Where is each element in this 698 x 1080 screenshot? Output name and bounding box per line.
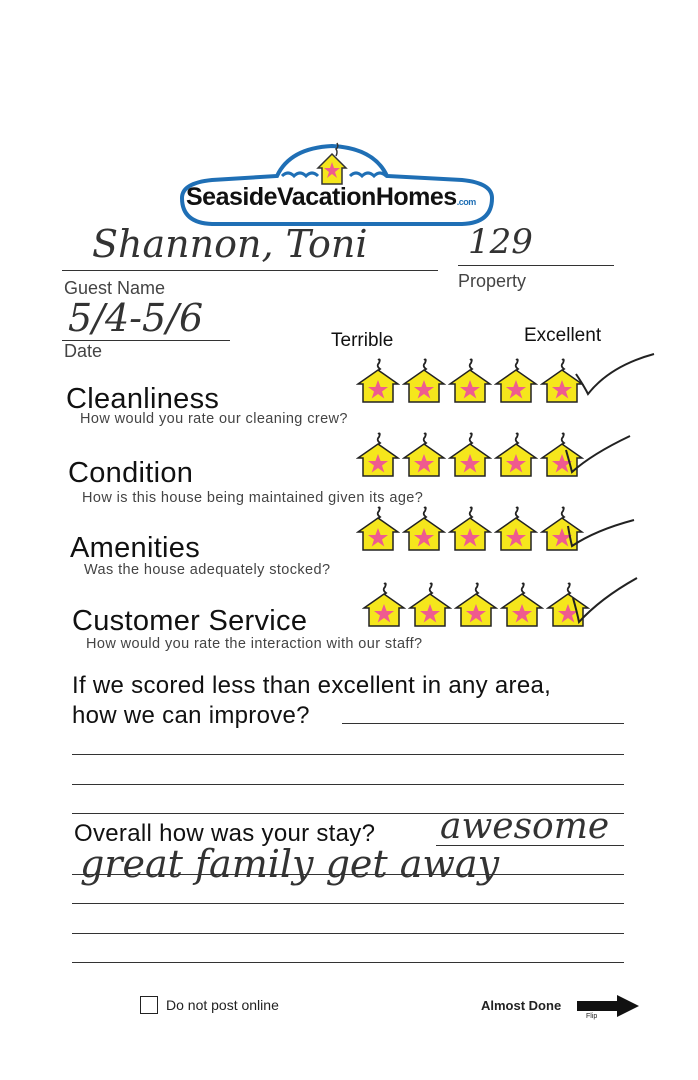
property-line	[458, 265, 614, 266]
logo	[172, 128, 502, 228]
overall-answer-line[interactable]	[72, 903, 624, 904]
house-star-icon[interactable]	[356, 506, 400, 557]
guest-name-value: Shannon, Toni	[92, 222, 368, 266]
property-value: 129	[468, 222, 533, 262]
rating-title: Customer Service	[72, 605, 308, 637]
almost-done-label: Almost Done	[481, 998, 562, 1013]
checkmark-icon	[565, 574, 645, 634]
house-star-icon[interactable]	[408, 582, 452, 633]
checkmark-icon	[560, 508, 640, 558]
rating-subtitle: Was the house adequately stocked?	[84, 562, 331, 578]
house-star-icon[interactable]	[402, 432, 446, 483]
property-label: Property	[458, 271, 527, 291]
date-label: Date	[64, 341, 103, 361]
house-star-icon[interactable]	[402, 506, 446, 557]
rating-title: Amenities	[70, 532, 201, 564]
rating-title: Condition	[68, 457, 194, 489]
improve-question-line2: how we can improve?	[72, 702, 310, 729]
star-rating[interactable]	[356, 506, 584, 557]
improve-question-line1: If we scored less than excellent in any area,	[72, 672, 552, 699]
logo-brand-text: SeasideVacationHomes	[186, 183, 457, 211]
checkmark-icon	[558, 428, 638, 484]
star-rating[interactable]	[362, 582, 590, 633]
star-rating[interactable]	[356, 432, 584, 483]
logo-suffix: .com	[456, 197, 476, 207]
rating-title: Cleanliness	[66, 383, 220, 415]
house-star-icon[interactable]	[494, 432, 538, 483]
house-star-icon[interactable]	[494, 358, 538, 409]
checkmark-icon	[570, 346, 660, 406]
rating-subtitle: How would you rate the interaction with our staff?	[86, 636, 423, 652]
house-star-icon[interactable]	[454, 582, 498, 633]
house-star-icon[interactable]	[356, 432, 400, 483]
guest-name-label: Guest Name	[64, 278, 166, 298]
house-star-icon[interactable]	[356, 358, 400, 409]
house-star-icon[interactable]	[494, 506, 538, 557]
guest-name-line	[62, 270, 438, 271]
overall-answer-line2: great family get away	[80, 842, 500, 886]
rating-subtitle: How is this house being maintained given its age?	[82, 490, 424, 506]
house-star-icon[interactable]	[362, 582, 406, 633]
overall-question: Overall how was your stay?	[74, 820, 376, 847]
logo-graphic	[172, 128, 502, 228]
rating-subtitle: How would you rate our cleaning crew?	[80, 411, 348, 427]
improve-answer-line[interactable]	[72, 784, 624, 785]
overall-answer-line[interactable]	[72, 962, 624, 963]
overall-answer-line[interactable]	[72, 874, 624, 875]
overall-answer-line1: awesome	[440, 806, 610, 847]
house-star-icon[interactable]	[448, 358, 492, 409]
flip-label: Flip	[586, 1013, 598, 1020]
house-star-icon[interactable]	[448, 506, 492, 557]
scale-high-label: Excellent	[524, 325, 602, 346]
house-star-icon[interactable]	[448, 432, 492, 483]
scale-low-label: Terrible	[331, 330, 394, 351]
house-star-icon[interactable]	[500, 582, 544, 633]
star-rating[interactable]	[356, 358, 584, 409]
house-star-icon[interactable]	[402, 358, 446, 409]
do-not-post-label: Do not post online	[166, 997, 279, 1013]
overall-answer-line[interactable]	[72, 933, 624, 934]
do-not-post-checkbox[interactable]	[140, 996, 158, 1014]
improve-answer-line[interactable]	[72, 754, 624, 755]
improve-answer-line[interactable]	[342, 723, 624, 724]
date-value: 5/4-5/6	[68, 296, 204, 340]
